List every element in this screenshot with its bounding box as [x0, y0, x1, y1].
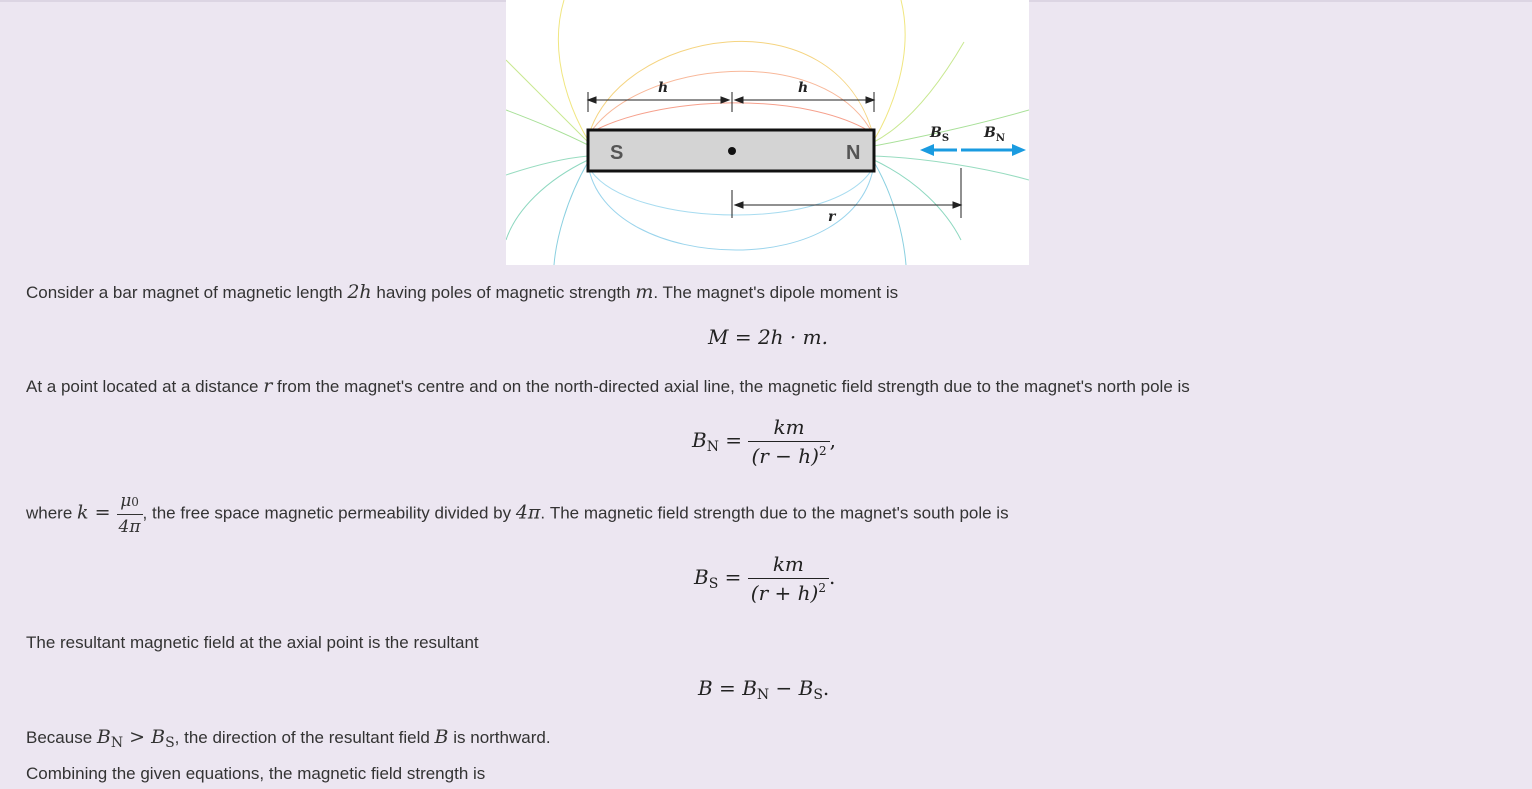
operator: =: [718, 428, 749, 452]
text: . The magnetic field strength due to the magnet's south pole is: [540, 503, 1009, 523]
text: where: [26, 503, 78, 523]
field-line: [874, 160, 961, 240]
denominator-base: (r + h): [750, 581, 819, 605]
field-line: [874, 162, 906, 265]
fraction: [748, 415, 829, 468]
math-bs: B: [798, 676, 814, 700]
bs-label: $B_S$: [930, 125, 950, 144]
north-pole-label: N: [846, 142, 861, 164]
denominator: 4π: [118, 517, 141, 537]
field-line: [558, 0, 588, 140]
denominator-base: (r − h): [751, 444, 819, 468]
math-bn: B: [742, 676, 757, 700]
magnet-centre-dot: [728, 147, 736, 155]
subscript: S: [165, 735, 175, 751]
math-4pi: 4π: [515, 501, 541, 524]
subscript: S: [813, 687, 823, 703]
equation-bn: [692, 415, 836, 468]
text: , the direction of the resultant field: [174, 728, 435, 747]
field-line: [588, 164, 874, 250]
field-line: [588, 166, 874, 215]
mu-over-4pi-fraction: [117, 490, 143, 538]
numerator: km: [748, 552, 829, 579]
magnetic-field-diagram: [506, 0, 1029, 265]
bn-label: $B_N$: [984, 125, 1005, 144]
text: Consider a bar magnet of magnetic length: [26, 283, 348, 302]
text: , the free space magnetic permeability divided by: [142, 503, 516, 523]
field-line: [588, 41, 874, 138]
equation-resultant: [698, 676, 829, 703]
math-2h: 2h: [347, 281, 372, 303]
math-bn: B: [96, 726, 111, 748]
paragraph-resultant: The resultant magnetic field at the axial point is the resultant: [26, 633, 479, 652]
text: from the magnet's centre and on the north-directed axial line, the magnetic field strength due to the magnet's north pole is: [272, 377, 1190, 396]
subscript: N: [110, 735, 124, 751]
operator: −: [769, 676, 799, 700]
h-label-left: h: [658, 80, 669, 96]
operator: =: [712, 676, 743, 700]
subscript: S: [708, 576, 719, 592]
field-line: [874, 42, 964, 142]
numerator: [117, 490, 143, 515]
math-m: m: [635, 281, 654, 303]
text: At a point located at a distance: [26, 377, 264, 396]
math-b: B: [434, 726, 449, 748]
field-line: [874, 0, 905, 140]
punctuation: .: [828, 565, 836, 589]
math-bs: B: [151, 726, 166, 748]
math-k: k: [77, 501, 89, 524]
text: . The magnet's dipole moment is: [653, 283, 899, 302]
text: Because: [26, 728, 97, 747]
subscript: N: [756, 687, 770, 703]
operator: =: [88, 501, 117, 524]
paragraph-direction: [26, 726, 551, 754]
numerator: km: [748, 415, 829, 442]
paragraph-combining: Combining the given equations, the magnetic field strength is: [26, 764, 486, 783]
subscript: 0: [131, 495, 139, 509]
field-line: [506, 156, 588, 175]
denominator: [748, 579, 829, 605]
math-r: r: [263, 375, 273, 397]
equation-bs: [694, 552, 835, 605]
operator: =: [718, 565, 748, 589]
text: is northward.: [448, 728, 551, 747]
math-b: B: [692, 428, 707, 452]
h-label-right: h: [798, 80, 809, 96]
fraction: [748, 552, 829, 605]
denominator: [748, 442, 829, 468]
south-pole-label: S: [610, 142, 624, 164]
punctuation: .: [822, 676, 830, 700]
field-line: [874, 156, 1029, 180]
field-line: [588, 71, 874, 136]
paragraph-dipole-intro: [26, 281, 898, 304]
operator: >: [123, 726, 152, 748]
paragraph-north-pole-field: [26, 375, 1190, 398]
punctuation: ,: [829, 428, 836, 452]
math-b: B: [698, 676, 713, 700]
subscript: N: [706, 439, 719, 455]
paragraph-permeability: [26, 490, 1009, 538]
superscript: 2: [818, 444, 827, 458]
equation-dipole-moment: M = 2h · m.: [708, 325, 828, 349]
math-b: B: [694, 565, 709, 589]
field-line: [506, 160, 588, 240]
r-label: r: [828, 209, 836, 225]
field-line: [506, 60, 588, 142]
mu-symbol: μ: [120, 491, 132, 511]
bar-magnet-figure: [506, 0, 1029, 265]
text: having poles of magnetic strength: [371, 283, 636, 302]
superscript: 2: [818, 581, 826, 595]
field-line: [874, 110, 1029, 146]
field-line: [554, 162, 588, 265]
